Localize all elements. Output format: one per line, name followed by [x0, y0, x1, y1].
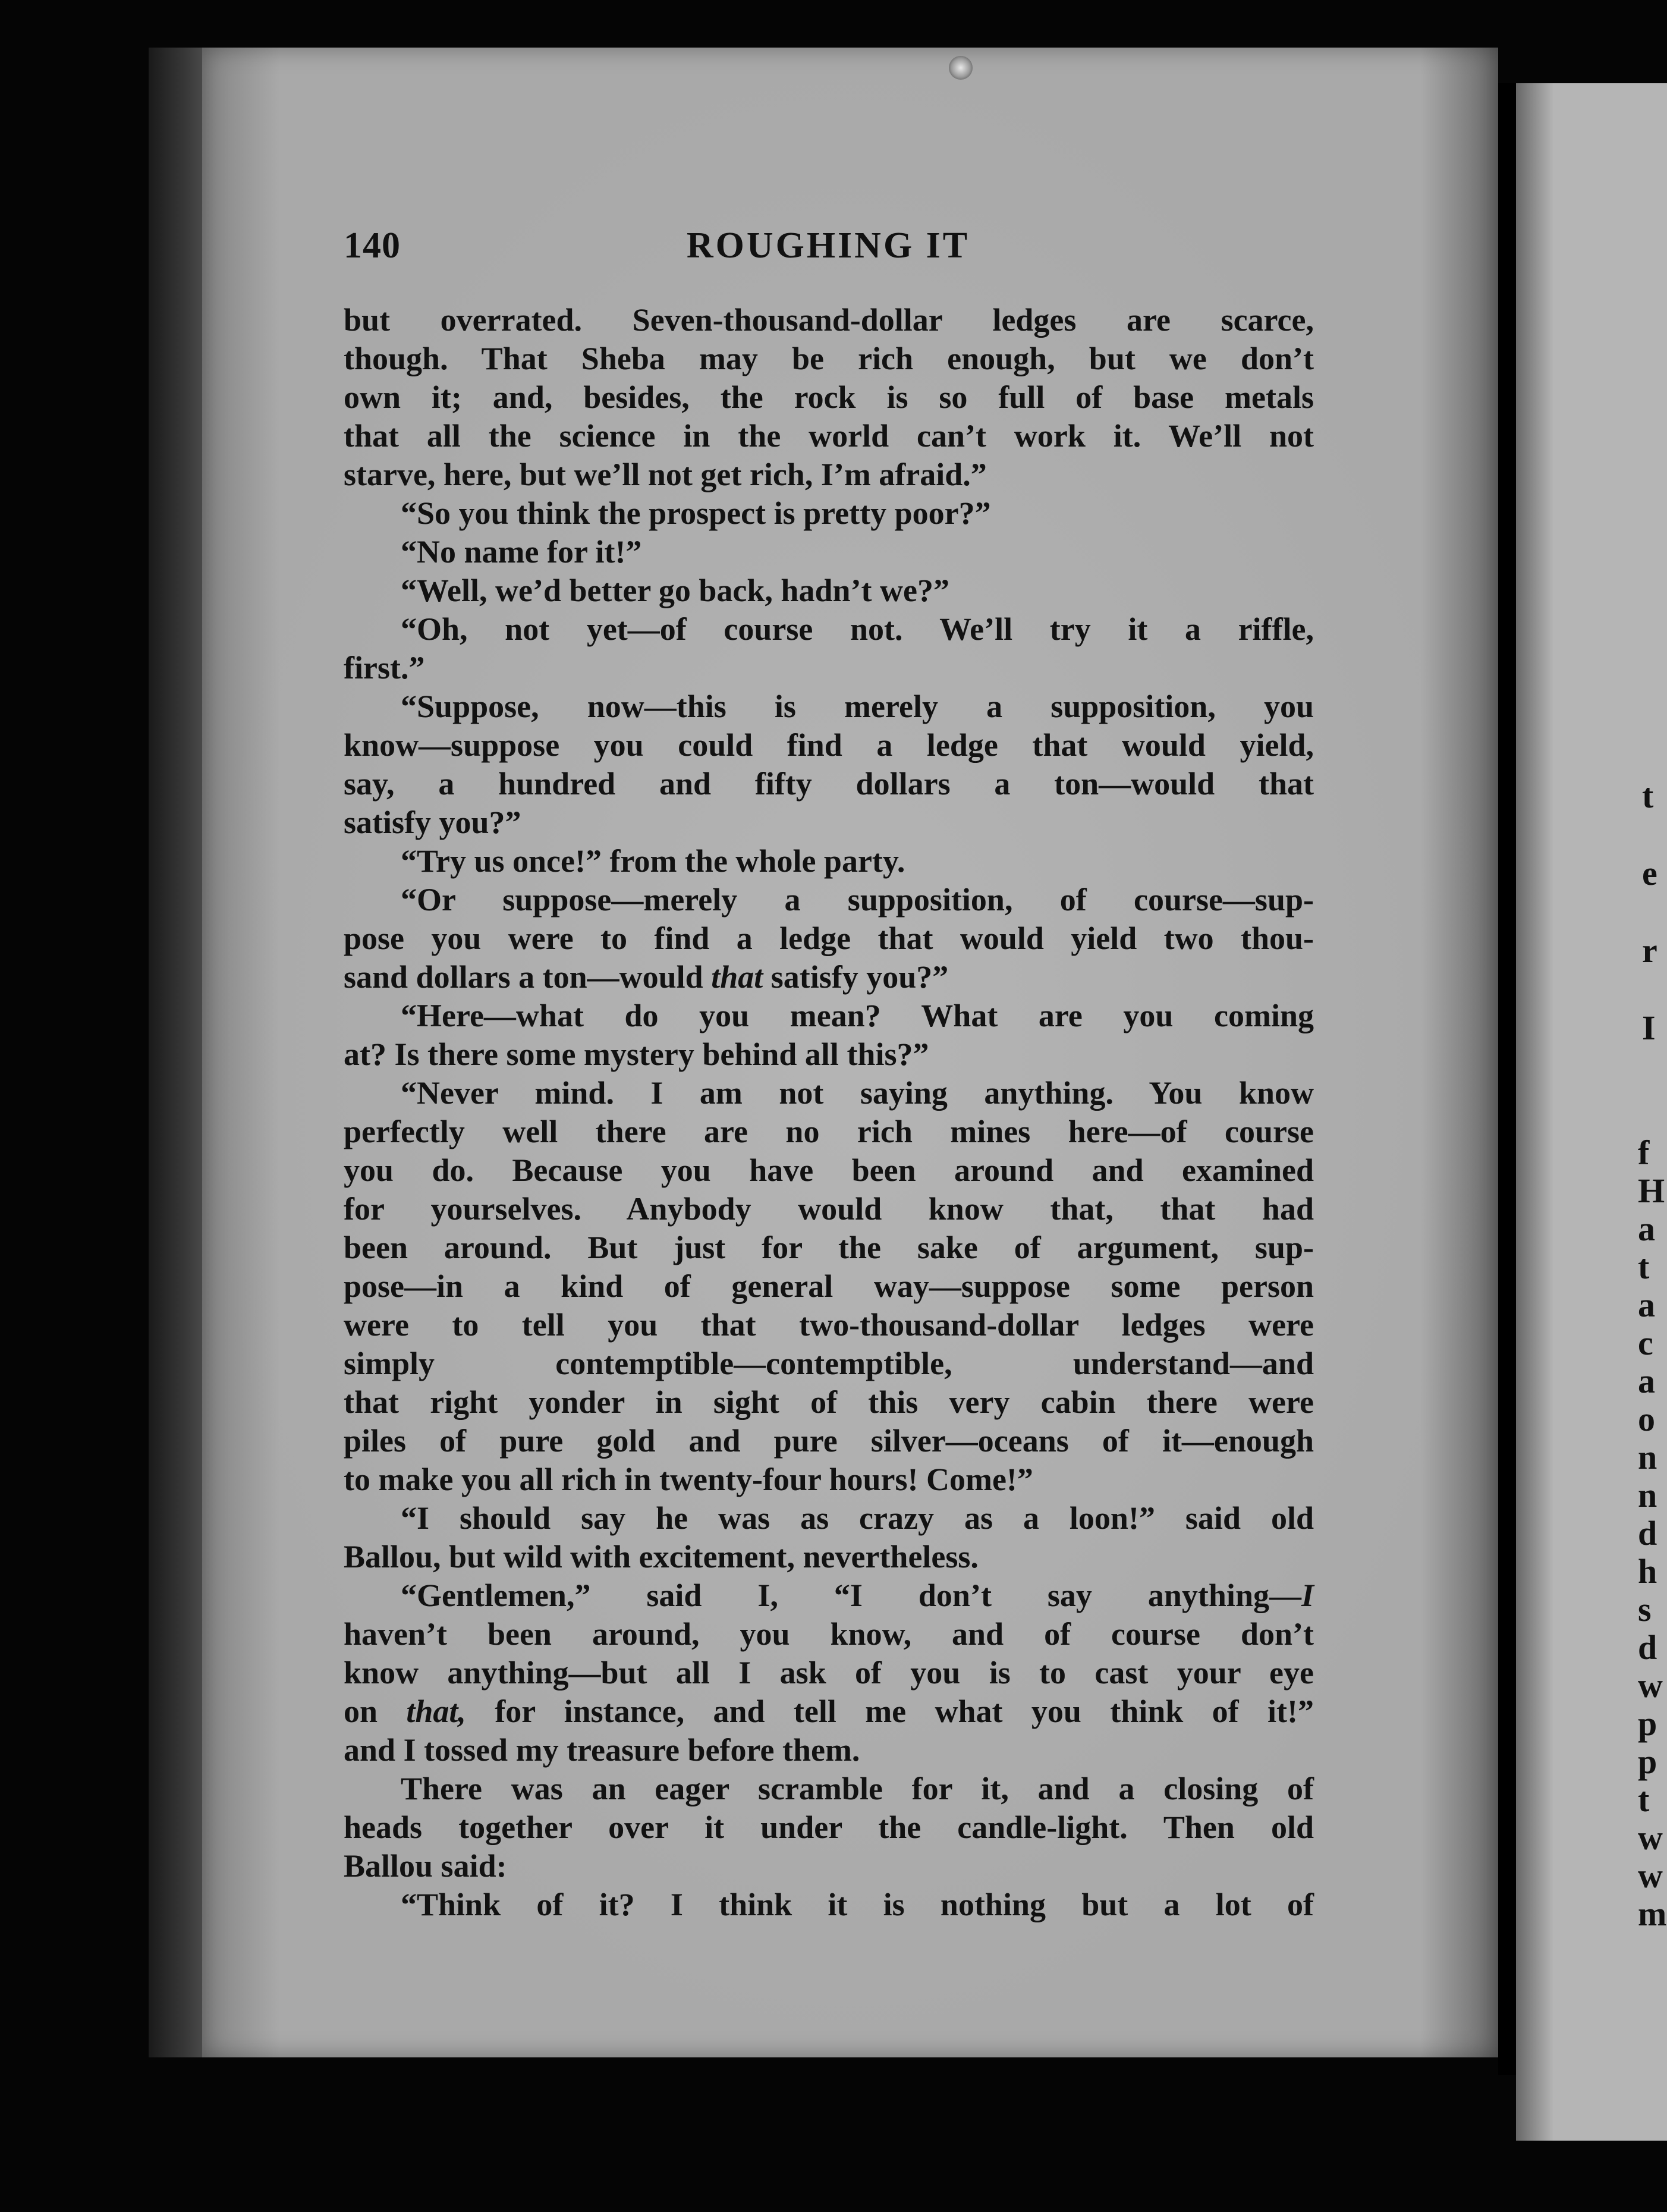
facing-page-edge — [1516, 83, 1667, 2141]
text-run: “Gentlemen,” said I, “I don’t say anything— — [401, 1578, 1301, 1613]
text-line: piles of pure gold and pure silver—oceans of it—enough — [344, 1423, 1314, 1459]
facing-page-letter: a — [1638, 1209, 1655, 1248]
facing-page-letter: p — [1638, 1704, 1657, 1743]
text-line — [344, 958, 1314, 997]
text-line: to make you all rich in twenty-four hours! Come!” — [344, 1462, 1033, 1497]
text-line: perfectly well there are no rich mines here—of course — [344, 1114, 1314, 1149]
text-line: “Think of it? I think it is nothing but a lot of — [401, 1887, 1314, 1922]
text-run: for instance, and tell me what you think of it!” — [465, 1693, 1314, 1729]
text-line: “No name for it!” — [401, 534, 642, 570]
text-line: that right yonder in sight of this very cabin there were — [344, 1384, 1314, 1420]
text-line: for yourselves. Anybody would know that, that had — [344, 1191, 1314, 1227]
text-line: satisfy you?” — [344, 805, 521, 840]
text-line: you do. Because you have been around and examined — [344, 1152, 1314, 1188]
text-line: that all the science in the world can’t work it. We’ll not — [344, 418, 1314, 454]
text-line: “So you think the prospect is pretty poor?” — [401, 495, 991, 531]
text-line: “Suppose, now—this is merely a supposition, you — [401, 689, 1314, 724]
text-line: pose—in a kind of general way—suppose some person — [344, 1268, 1314, 1304]
text-run: sand dollars a ton—would — [344, 959, 712, 995]
italic-text-run: I — [1301, 1578, 1314, 1613]
facing-page-letter: p — [1638, 1742, 1657, 1781]
facing-page-letter: d — [1638, 1514, 1657, 1553]
text-line: Ballou said: — [344, 1848, 507, 1884]
page-number: 140 — [344, 225, 401, 266]
text-run: on — [344, 1693, 407, 1729]
text-line: “Well, we’d better go back, hadn’t we?” — [401, 573, 949, 608]
text-line: heads together over it under the candle-light. Then old — [344, 1809, 1314, 1845]
text-line — [344, 1576, 1314, 1615]
italic-text-run: that — [711, 959, 763, 995]
facing-page-letter: t — [1642, 777, 1654, 815]
italic-text-run: that, — [406, 1693, 466, 1729]
text-line: been around. But just for the sake of argument, sup- — [344, 1230, 1314, 1265]
facing-page-letter: w — [1638, 1856, 1663, 1895]
facing-page-letter: n — [1638, 1438, 1657, 1476]
text-line: Ballou, but wild with excitement, nevertheless. — [344, 1539, 979, 1575]
text-line — [344, 1692, 1314, 1731]
facing-page-letter: w — [1638, 1666, 1663, 1705]
facing-page-letter: t — [1638, 1780, 1650, 1819]
facing-page-letter: H — [1638, 1171, 1665, 1210]
text-line: say, a hundred and fifty dollars a ton—would that — [344, 766, 1314, 802]
text-line: There was an eager scramble for it, and a closing of — [401, 1771, 1314, 1806]
text-line: “Never mind. I am not saying anything. You know — [401, 1075, 1314, 1111]
text-line: at? Is there some mystery behind all this?” — [344, 1036, 929, 1072]
text-line: know anything—but all I ask of you is to cast your eye — [344, 1655, 1314, 1691]
facing-page-letter: f — [1638, 1133, 1650, 1172]
page-header — [344, 225, 1313, 272]
running-title: ROUGHING IT — [686, 225, 970, 266]
facing-page-letter: a — [1638, 1286, 1655, 1324]
facing-page-letter: s — [1638, 1590, 1652, 1629]
facing-page-letter: e — [1642, 854, 1657, 893]
text-line: “Here—what do you mean? What are you coming — [401, 998, 1314, 1033]
facing-page-letter: n — [1638, 1476, 1657, 1515]
text-line: “Oh, not yet—of course not. We’ll try it a riffle, — [401, 611, 1314, 647]
facing-page-letter: c — [1638, 1324, 1653, 1362]
text-line: own it; and, besides, the rock is so full of base metals — [344, 379, 1314, 415]
body-text — [344, 301, 1314, 1924]
facing-page-letter: w — [1638, 1818, 1663, 1857]
facing-page-letter: m — [1638, 1894, 1667, 1933]
text-line: though. That Sheba may be rich enough, but we don’t — [344, 341, 1314, 376]
facing-page-letter: d — [1638, 1628, 1657, 1667]
text-run: satisfy you?” — [763, 959, 949, 995]
text-line: pose you were to find a ledge that would yield two thou- — [344, 920, 1314, 956]
text-line: and I tossed my treasure before them. — [344, 1732, 860, 1768]
text-line: first.” — [344, 650, 425, 686]
facing-page-letter: a — [1638, 1362, 1655, 1400]
text-line: “I should say he was as crazy as a loon!” said old — [401, 1500, 1314, 1536]
facing-page-letter: r — [1642, 931, 1657, 970]
page-gutter — [1498, 83, 1516, 2075]
facing-page-letter: I — [1642, 1008, 1656, 1047]
text-line: “Try us once!” from the whole party. — [401, 843, 905, 879]
text-line: know—suppose you could find a ledge that would yield, — [344, 727, 1314, 763]
facing-page-letter: o — [1638, 1400, 1655, 1438]
text-line: but overrated. Seven-thousand-dollar ledges are scarce, — [344, 302, 1314, 338]
facing-page-letter: t — [1638, 1248, 1650, 1286]
text-line: “Or suppose—merely a supposition, of course—sup- — [401, 882, 1314, 918]
text-line: haven’t been around, you know, and of course don’t — [344, 1616, 1314, 1652]
text-line: starve, here, but we’ll not get rich, I’m afraid.” — [344, 457, 987, 492]
binding-rivet-icon — [949, 56, 973, 80]
text-line: were to tell you that two-thousand-dollar ledges were — [344, 1307, 1314, 1343]
facing-page-letter: h — [1638, 1552, 1657, 1591]
text-line: simply contemptible—contemptible, understand—and — [344, 1346, 1314, 1381]
